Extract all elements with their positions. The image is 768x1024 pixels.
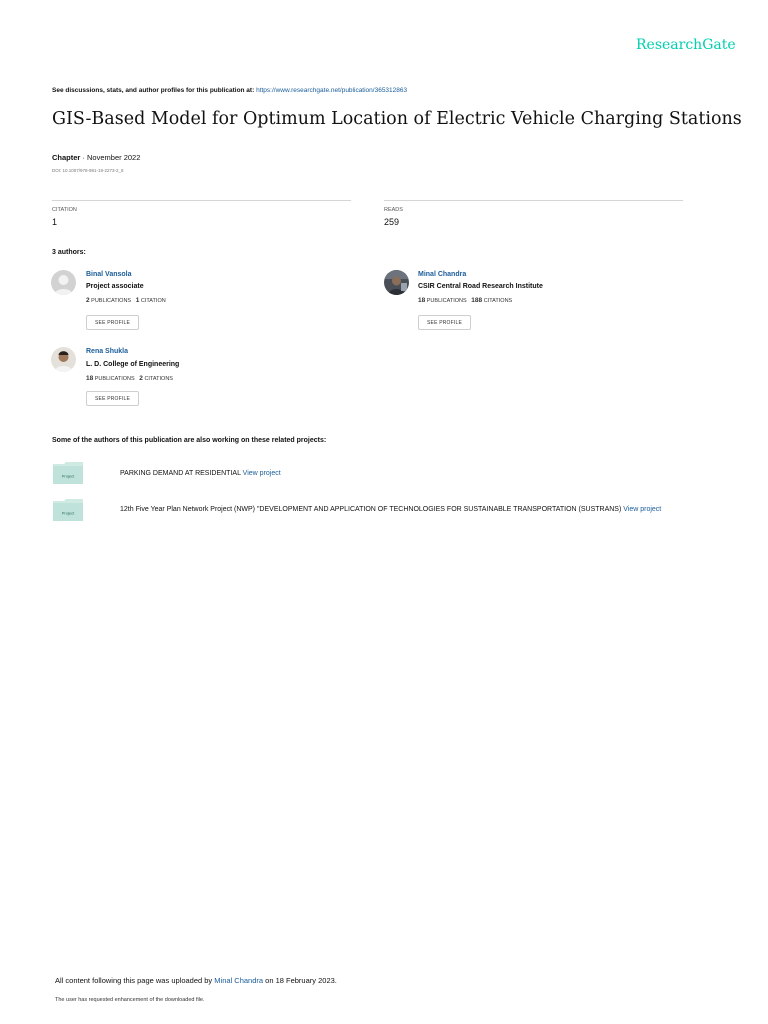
publication-meta	[52, 153, 140, 162]
publication-count: 2	[86, 297, 90, 304]
see-profile-button[interactable]: SEE PROFILE	[86, 315, 139, 330]
authors-heading: 3 authors:	[52, 249, 86, 256]
related-projects-heading: Some of the authors of this publication are also working on these related projects:	[52, 437, 327, 444]
author-photo-icon	[51, 347, 76, 372]
citation-count: 2	[139, 375, 143, 382]
publication-type: Chapter	[52, 153, 81, 162]
citation-count: 1	[52, 217, 58, 227]
citations-label: CITATIONS	[483, 298, 513, 304]
citation-count: 1	[135, 297, 140, 304]
view-project-link[interactable]: View project	[623, 506, 662, 513]
see-profile-button[interactable]: SEE PROFILE	[418, 315, 471, 330]
author-name-link[interactable]: Binal Vansola	[86, 271, 132, 278]
publication-date: November 2022	[87, 153, 141, 162]
see-profile-button[interactable]: SEE PROFILE	[86, 391, 139, 406]
publication-doi: DOI: 10.1007/978-981-19-2273-2_8	[52, 168, 124, 173]
discussion-line	[52, 87, 407, 94]
author-affiliation: Project associate	[86, 283, 144, 290]
project-folder-icon[interactable]	[53, 462, 83, 484]
citations-label: CITATIONS	[144, 376, 173, 382]
author-stats	[418, 297, 512, 304]
reads-label: READS	[384, 207, 403, 213]
divider	[52, 200, 351, 201]
publications-label: PUBLICATIONS	[426, 298, 467, 304]
project-item	[120, 470, 281, 477]
publications-label: PUBLICATIONS	[91, 298, 132, 304]
author-name-link[interactable]: Rena Shukla	[86, 348, 129, 355]
enhancement-note: The user has requested enhancement of the downloaded file.	[55, 997, 205, 1003]
meta-separator: ·	[80, 153, 88, 162]
uploader-link[interactable]: Minal Chandra	[214, 976, 264, 985]
upload-date: on 18 February 2023.	[265, 976, 337, 985]
publication-count: 18	[418, 297, 426, 304]
default-avatar-icon	[51, 270, 76, 295]
researchgate-logo[interactable]: ResearchGate	[636, 37, 736, 53]
avatar[interactable]	[51, 347, 76, 372]
publications-label: PUBLICATIONS	[94, 376, 135, 382]
publication-title: GIS-Based Model for Optimum Location of Electric Vehicle Charging Stations	[52, 109, 742, 129]
author-affiliation: CSIR Central Road Research Institute	[418, 283, 543, 290]
project-icon-label: Project	[61, 473, 75, 479]
citations-label: CITATION	[140, 298, 166, 304]
upload-note	[55, 976, 337, 985]
author-photo-icon	[384, 270, 409, 295]
citation-count: 188	[471, 297, 483, 304]
publication-url-link[interactable]: https://www.researchgate.net/publication/365312863	[256, 87, 408, 94]
project-folder-icon[interactable]	[53, 499, 83, 521]
view-project-link[interactable]: View project	[242, 470, 281, 477]
author-affiliation: L. D. College of Engineering	[86, 361, 180, 368]
reads-count: 259	[384, 217, 400, 227]
author-name-link[interactable]: Minal Chandra	[418, 271, 467, 278]
author-stats	[86, 375, 173, 382]
avatar[interactable]	[51, 270, 76, 295]
project-item	[120, 506, 661, 513]
discussion-prefix: See discussions, stats, and author profiles for this publication at:	[52, 87, 255, 94]
upload-prefix: All content following this page was uploaded by	[55, 976, 213, 985]
project-icon-label: Project	[61, 510, 75, 516]
project-name: 12th Five Year Plan Network Project (NWP) "DEVELOPMENT AND APPLICATION OF TECHNOLOGIES FOR SUSTAINABLE TRANSPORTATION (SUSTRANS)	[120, 506, 622, 513]
project-name: PARKING DEMAND AT RESIDENTIAL	[120, 470, 241, 477]
avatar[interactable]	[384, 270, 409, 295]
publication-count: 18	[86, 375, 94, 382]
divider	[384, 200, 683, 201]
author-stats	[86, 297, 166, 304]
citation-label: CITATION	[52, 207, 77, 213]
